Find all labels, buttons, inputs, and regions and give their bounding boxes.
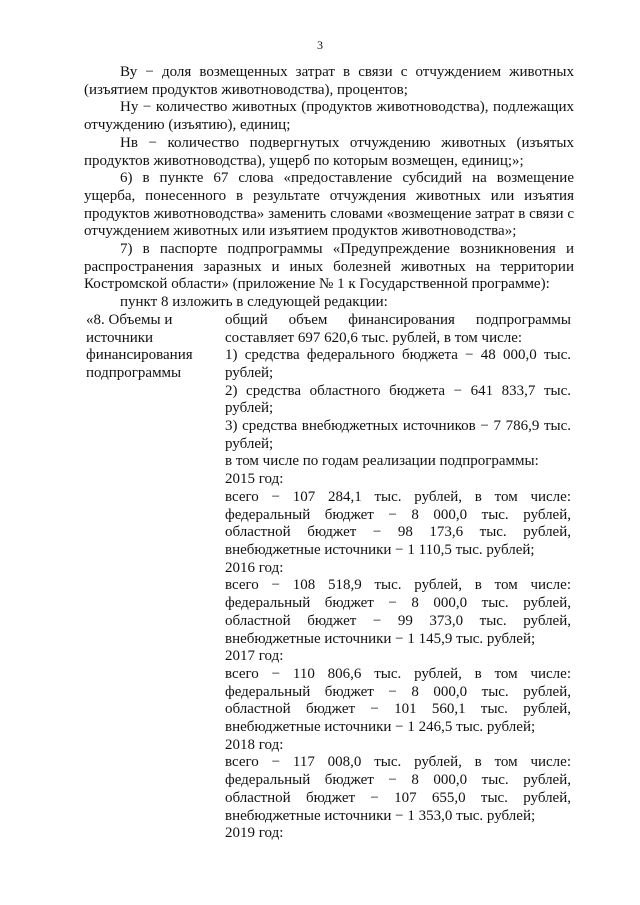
year-extrabudget: внебюджетные источники − 1 110,5 тыс. рублей;	[225, 541, 535, 558]
table-label-line: финансирования	[86, 347, 193, 364]
paragraphs	[84, 64, 574, 312]
table-value-cell	[225, 312, 571, 843]
year-regional: областной бюджет − 107 655,0 тыс. рублей,	[225, 789, 571, 806]
source-regional: 2) средства областного бюджета − 641 833,7 тыс. рублей;	[225, 382, 571, 417]
year-heading: 2016 год:	[225, 559, 284, 576]
year-block	[225, 560, 571, 649]
year-federal: федеральный бюджет − 8 000,0 тыс. рублей,	[225, 506, 571, 523]
years-list	[225, 471, 571, 843]
year-regional: областной бюджет − 101 560,1 тыс. рублей,	[225, 701, 571, 718]
paragraph	[84, 241, 574, 294]
year-total: всего − 107 284,1 тыс. рублей, в том числе:	[225, 488, 571, 505]
year-heading: 2018 год:	[225, 736, 284, 753]
year-extrabudget: внебюджетные источники − 1 246,5 тыс. рублей;	[225, 719, 536, 736]
year-extrabudget: внебюджетные источники − 1 145,9 тыс. рублей;	[225, 630, 536, 647]
paragraph-rest: (изъятием продуктов животноводства), процентов;	[84, 81, 408, 98]
year-federal: федеральный бюджет − 8 000,0 тыс. рублей,	[225, 683, 571, 700]
year-regional: областной бюджет − 99 373,0 тыс. рублей,	[225, 612, 571, 629]
by-years-label: в том числе по годам реализации подпрограммы:	[225, 453, 539, 470]
year-block	[225, 737, 571, 826]
year-heading: 2017 год:	[225, 648, 284, 665]
table-label-line: «8. Объемы и	[86, 311, 173, 328]
financing-table	[84, 312, 574, 843]
paragraph-rest: распространения заразных и иных болезней животных на территории Костромской области» (приложение № 1 к Государственной программе):	[84, 258, 574, 293]
paragraph-rest: продуктов животноводства), ущерб по которым возмещен, единиц;»;	[84, 152, 524, 169]
year-heading: 2015 год:	[225, 471, 284, 488]
document-body	[84, 64, 574, 843]
year-block	[225, 825, 571, 843]
paragraph-first-line: пункт 8 изложить в следующей редакции:	[120, 294, 388, 311]
year-regional: областной бюджет − 98 173,6 тыс. рублей,	[225, 524, 571, 541]
table-label-line: подпрограммы	[86, 364, 182, 381]
paragraph-first-line: 6) в пункте 67 слова «предоставление субсидий на возмещение	[120, 170, 574, 187]
table-label-cell	[84, 312, 225, 843]
page-number: 3	[317, 38, 323, 52]
year-federal: федеральный бюджет − 8 000,0 тыс. рублей,	[225, 772, 571, 789]
year-block	[225, 471, 571, 560]
year-extrabudget: внебюджетные источники − 1 353,0 тыс. рублей;	[225, 807, 536, 824]
source-extrabudget: 3) средства внебюджетных источников − 7 786,9 тыс. рублей;	[225, 418, 571, 452]
paragraph-first-line: Нв − количество подвергнутых отчуждению животных (изъятых	[120, 134, 574, 151]
paragraph	[84, 170, 574, 241]
source-federal: 1) средства федерального бюджета − 48 000,0 тыс. рублей;	[225, 347, 571, 381]
year-heading: 2019 год:	[225, 825, 284, 842]
table-label-line: источники	[86, 329, 154, 346]
financing-intro: общий объем финансирования подпрограммы составляет 697 620,6 тыс. рублей, в том числе:	[225, 311, 571, 346]
paragraph-first-line: Ну − количество животных (продуктов животноводства),	[120, 99, 489, 116]
paragraph	[84, 294, 574, 312]
paragraph-first-line: Ву − доля возмещенных затрат в связи с отчуждением животных	[120, 64, 574, 80]
year-total: всего − 108 518,9 тыс. рублей, в том числе:	[225, 577, 571, 594]
year-block	[225, 648, 571, 737]
paragraph	[84, 99, 574, 134]
paragraph-rest: ущерба, понесенного в результате отчуждения животных или изъятия продуктов животноводства» заменить словами «возмещение затрат в связи с отчуждением животных или изъятием продуктов животноводства»;	[84, 187, 574, 240]
paragraph-rest: подлежащих отчуждению (изъятию), единиц;	[84, 99, 574, 134]
paragraph	[84, 135, 574, 170]
paragraph-first-line: 7) в паспорте подпрограммы «Предупреждение возникновения и	[120, 241, 574, 258]
year-total: всего − 117 008,0 тыс. рублей, в том числе:	[225, 754, 571, 771]
paragraph	[84, 64, 574, 99]
year-total: всего − 110 806,6 тыс. рублей, в том числе:	[225, 665, 571, 682]
year-federal: федеральный бюджет − 8 000,0 тыс. рублей,	[225, 595, 571, 612]
